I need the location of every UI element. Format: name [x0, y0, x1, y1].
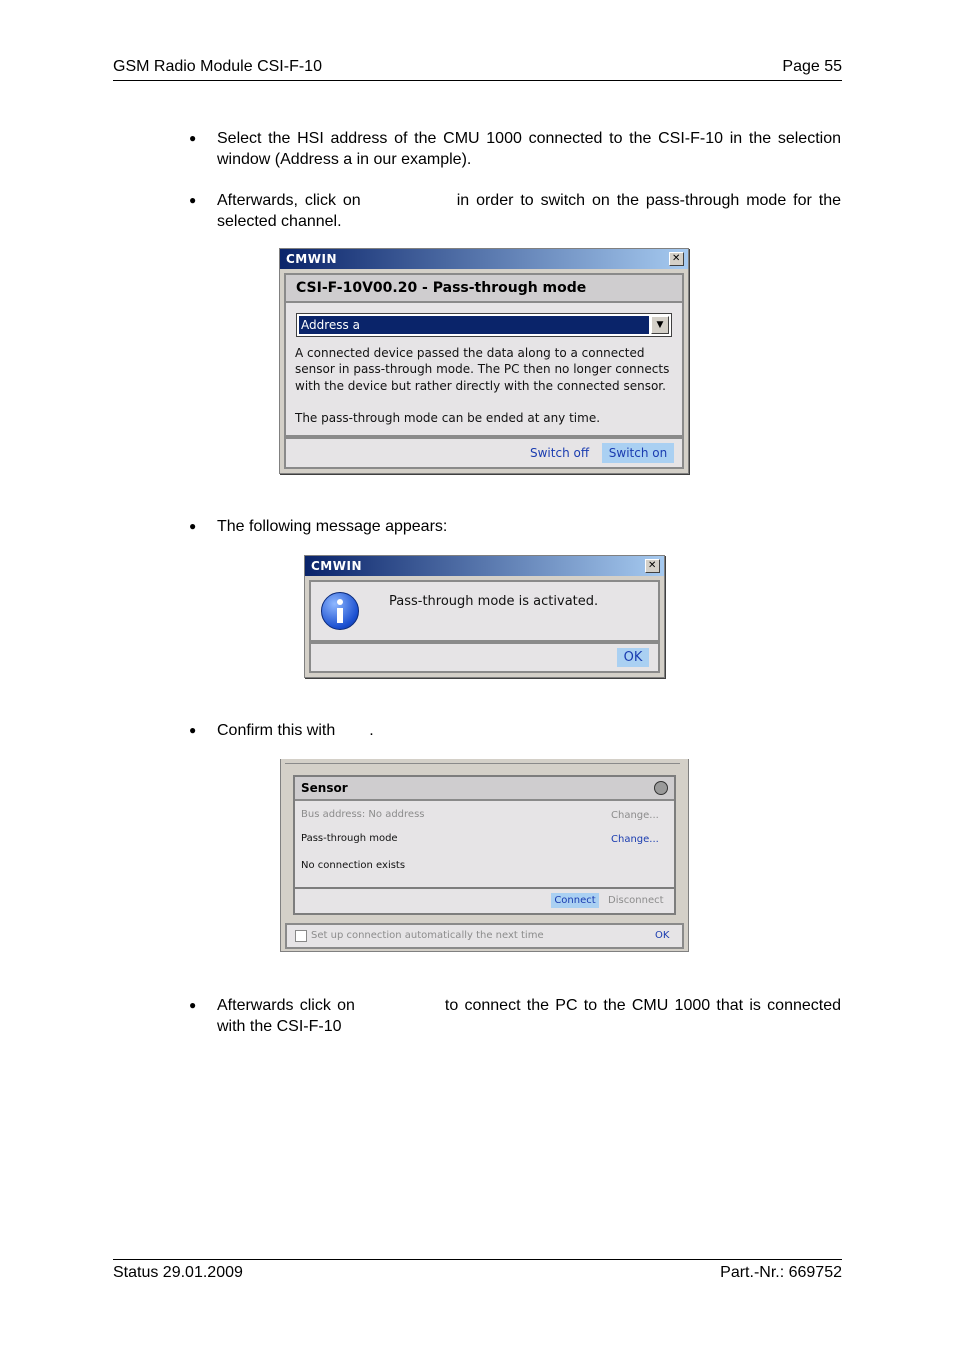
dialog-titlebar [305, 556, 664, 576]
bullet-text [217, 995, 841, 1037]
sensor-panel [293, 775, 676, 915]
dialog-button-bar [309, 642, 660, 673]
header-title: GSM Radio Module CSI-F-10 [113, 58, 322, 75]
bullet-text [217, 720, 841, 741]
connect-button[interactable]: Connect [551, 893, 599, 908]
bullet-text-after: in order to switch on the pass-through mode for the selected channel. [217, 192, 841, 230]
info-icon [321, 592, 359, 630]
bullet-dot: ● [189, 131, 197, 145]
sensor-button-bar [295, 887, 674, 913]
change-bus-address-button[interactable]: Change... [611, 810, 659, 821]
cropped-edge [285, 759, 680, 764]
switch-off-button[interactable]: Switch off [530, 446, 590, 460]
bullet-text: The following message appears: [217, 518, 448, 535]
footer-status: Status 29.01.2009 [113, 1264, 243, 1281]
bullet-text-before: Afterwards click on [217, 997, 355, 1014]
auto-connect-checkbox[interactable] [295, 930, 307, 942]
sensor-dialog [280, 759, 689, 952]
disconnect-button[interactable]: Disconnect [608, 895, 664, 906]
message-panel [309, 580, 660, 642]
dialog-heading: CSI-F-10V00.20 - Pass-through mode [286, 275, 682, 303]
dialog-description: A connected device passed the data along to a connected sensor in pass-through mode. The PC then no longer connects with the device but rather directly with the connected sensor. [295, 346, 670, 393]
info-dialog [304, 555, 665, 678]
page-footer [113, 1259, 842, 1284]
window-title: CMWIN [311, 559, 362, 573]
pass-through-label: Pass-through mode [301, 833, 398, 844]
bullet-text-before: Afterwards, click on [217, 192, 361, 209]
window-title: CMWIN [286, 252, 337, 266]
bullet-dot: ● [189, 519, 197, 533]
connection-status: No connection exists [301, 860, 406, 871]
dialog-note: The pass-through mode can be ended at any time. [295, 411, 601, 425]
chevron-down-icon[interactable]: ▼ [651, 316, 669, 334]
close-icon[interactable]: ✕ [669, 252, 684, 266]
footer-part-number: Part.-Nr.: 669752 [720, 1264, 842, 1281]
bullet-text [217, 190, 841, 232]
dialog-button-bar [284, 437, 684, 469]
bus-address-label: Bus address: No address [301, 809, 425, 820]
bullet-dot: ● [189, 723, 197, 737]
ok-button[interactable]: OK [617, 648, 649, 667]
switch-on-button[interactable]: Switch on [602, 443, 674, 463]
bullet-text-after: to connect the PC to the CMU 1000 that is connected with the CSI-F-10 [217, 997, 842, 1035]
ok-button[interactable]: OK [655, 930, 670, 941]
address-select-value: Address a [299, 316, 649, 334]
page-number: Page 55 [782, 58, 842, 75]
bullet-dot: ● [189, 193, 197, 207]
auto-connect-label: Set up connection automatically the next time [311, 930, 544, 941]
close-icon[interactable]: ✕ [645, 559, 660, 573]
sensor-heading: Sensor [295, 777, 674, 801]
bullet-text-before: Confirm this with [217, 722, 336, 739]
change-pass-through-button[interactable]: Change... [611, 834, 659, 845]
pass-through-dialog [279, 248, 689, 474]
page-header [113, 58, 842, 81]
bottom-bar [285, 923, 684, 949]
dialog-panel [284, 273, 684, 437]
bullet-text: Select the HSI address of the CMU 1000 connected to the CSI-F-10 in the selection window (Address a in our example). [217, 130, 841, 168]
address-select[interactable] [296, 313, 672, 337]
dialog-titlebar [280, 249, 688, 269]
bullet-dot: ● [189, 998, 197, 1012]
status-led-icon [654, 781, 668, 795]
info-message: Pass-through mode is activated. [389, 594, 599, 609]
bullet-text-after: . [369, 722, 374, 739]
